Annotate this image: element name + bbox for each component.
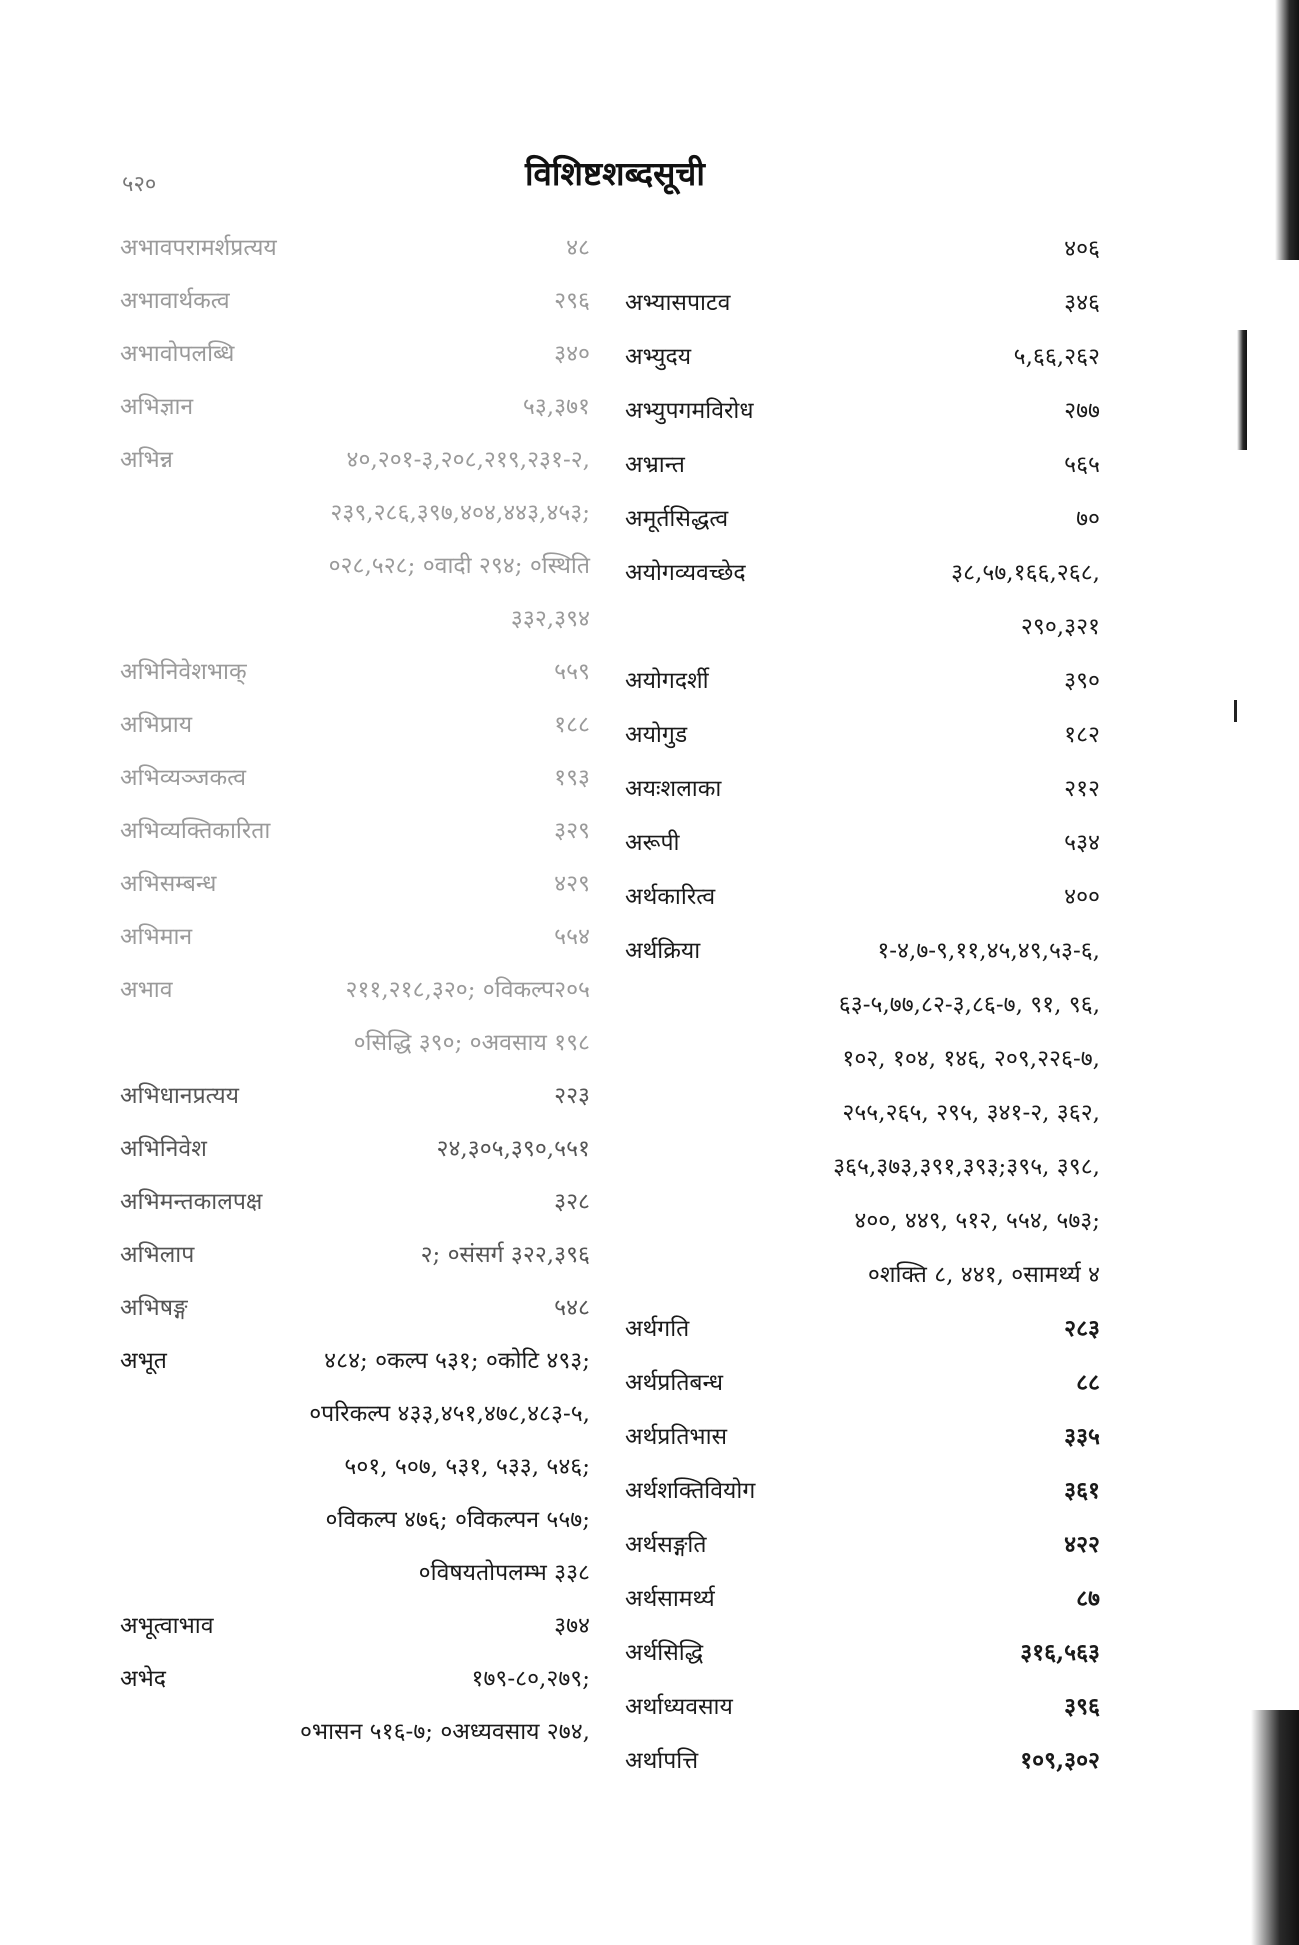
- index-line: [120, 1441, 590, 1494]
- index-term: अर्थकारित्व: [625, 884, 716, 910]
- index-line: [120, 1176, 590, 1229]
- index-line: [120, 487, 590, 540]
- page-refs: २८३: [1064, 1315, 1100, 1342]
- index-line: [120, 1494, 590, 1547]
- page-refs: २९६: [554, 288, 590, 314]
- page-refs: २११,२१८,३२०; ०विकल्प२०५: [345, 977, 590, 1003]
- index-line: [120, 1706, 590, 1759]
- index-line: [120, 1547, 590, 1600]
- index-line: [120, 381, 590, 434]
- index-term: अर्थसिद्धि: [625, 1640, 704, 1666]
- index-line: [625, 1626, 1100, 1680]
- index-term: अर्थापत्ति: [625, 1748, 699, 1774]
- index-term: अभिप्राय: [120, 712, 193, 738]
- index-line: [625, 1410, 1100, 1464]
- page-refs: ३२८: [554, 1189, 590, 1215]
- index-line: [120, 911, 590, 964]
- page-refs: ५,६६,२६२: [1013, 344, 1100, 370]
- index-term: अभावपरामर्शप्रत्यय: [120, 235, 277, 261]
- index-line: [625, 924, 1100, 978]
- index-line: [120, 1070, 590, 1123]
- page-refs: ३४०: [554, 341, 590, 367]
- index-line: [120, 1282, 590, 1335]
- page-refs: ५५४: [554, 924, 590, 950]
- index-line: [625, 708, 1100, 762]
- index-line: [120, 1123, 590, 1176]
- index-line: [625, 330, 1100, 384]
- page-refs: ८८: [1076, 1369, 1100, 1396]
- index-line: [120, 1229, 590, 1282]
- page-refs: २५५,२६५, २९५, ३४१-२, ३६२,: [842, 1100, 1100, 1126]
- index-line: [120, 646, 590, 699]
- scan-edge-middle: [1237, 330, 1247, 450]
- index-line: [625, 978, 1100, 1032]
- page-refs: ५४८: [554, 1295, 590, 1321]
- page-refs: २; ०संसर्ग ३२२,३९६: [420, 1242, 590, 1268]
- index-line: [120, 275, 590, 328]
- index-line: [120, 434, 590, 487]
- index-term: अयःशलाका: [625, 776, 722, 802]
- index-term: अयोगुड: [625, 722, 688, 748]
- index-line: [625, 222, 1100, 276]
- page-refs: १९३: [554, 765, 590, 791]
- page-refs: १-४,७-९,११,४५,४९,५३-६,: [877, 938, 1100, 964]
- page-refs: १८८: [554, 712, 590, 738]
- page-refs: ०भासन ५१६-७; ०अध्यवसाय २७४,: [299, 1719, 590, 1745]
- index-line: [625, 438, 1100, 492]
- page-refs: १०९,३०२: [1020, 1747, 1100, 1774]
- page-title: विशिष्टशब्दसूची: [525, 154, 705, 193]
- index-term: अर्थक्रिया: [625, 938, 701, 964]
- page-refs: ५३४: [1064, 830, 1100, 856]
- index-line: [625, 1302, 1100, 1356]
- index-line: [120, 593, 590, 646]
- index-term: अर्थसामर्थ्य: [625, 1586, 715, 1612]
- page-refs: ३६१: [1064, 1477, 1100, 1504]
- index-line: [120, 699, 590, 752]
- page-refs: ०विकल्प ४७६; ०विकल्पन ५५७;: [325, 1507, 590, 1533]
- index-term: अर्थप्रतिभास: [625, 1424, 728, 1450]
- index-term: अभिव्यञ्जकत्व: [120, 765, 247, 791]
- index-line: [625, 1194, 1100, 1248]
- page-refs: ३१६,५६३: [1020, 1639, 1100, 1666]
- index-line: [625, 1032, 1100, 1086]
- index-term: अभिनिवेश: [120, 1136, 207, 1162]
- index-line: [625, 276, 1100, 330]
- index-line: [120, 964, 590, 1017]
- index-line: [625, 1248, 1100, 1302]
- index-term: अभावार्थकत्व: [120, 288, 230, 314]
- index-line: [120, 328, 590, 381]
- index-term: अभिज्ञान: [120, 394, 194, 420]
- index-term: अभिषङ्ग: [120, 1295, 188, 1321]
- page-refs: ५३,३७१: [522, 394, 590, 420]
- index-line: [625, 492, 1100, 546]
- index-line: [625, 1140, 1100, 1194]
- page-number: ५२०: [122, 172, 157, 197]
- index-term: अर्थप्रतिबन्ध: [625, 1370, 724, 1396]
- page-refs: ०सिद्धि ३९०; ०अवसाय १९८: [353, 1030, 590, 1056]
- scan-edge-bottom: [1251, 1710, 1299, 1945]
- page-refs: २७७: [1064, 398, 1100, 424]
- index-term: अर्थगति: [625, 1316, 690, 1342]
- page-refs: ४२२: [1064, 1531, 1100, 1558]
- page-refs: ३४६: [1064, 290, 1100, 316]
- index-term: अभ्रान्त: [625, 452, 685, 478]
- page-refs: १०२, १०४, १४६, २०९,२२६-७,: [842, 1046, 1100, 1072]
- page-refs: ६३-५,७७,८२-३,८६-७, ९१, ९६,: [838, 992, 1100, 1018]
- index-term: अभूत: [120, 1348, 167, 1374]
- index-term: अभिसम्बन्ध: [120, 871, 217, 897]
- index-term: अभिन्न: [120, 447, 173, 473]
- page-refs: २३९,२८६,३९७,४०४,४४३,४५३;: [330, 500, 590, 526]
- index-line: [120, 805, 590, 858]
- index-line: [625, 1518, 1100, 1572]
- page-refs: २४,३०५,३९०,५५१: [436, 1136, 590, 1162]
- page-refs: ०परिकल्प ४३३,४५१,४७८,४८३-५,: [309, 1401, 590, 1427]
- page-refs: ०विषयतोपलम्भ ३३८: [418, 1560, 590, 1586]
- page-refs: ५५९: [554, 659, 590, 685]
- page-refs: ३६५,३७३,३९१,३९३;३९५, ३९८,: [833, 1154, 1100, 1180]
- index-term: अरूपी: [625, 830, 680, 856]
- index-line: [120, 222, 590, 275]
- left-column: [120, 222, 590, 1759]
- index-line: [120, 858, 590, 911]
- page-refs: ४००, ४४९, ५१२, ५५४, ५७३;: [854, 1208, 1100, 1234]
- index-line: [625, 1086, 1100, 1140]
- scan-edge-top: [1275, 0, 1299, 260]
- page-refs: २२३: [554, 1083, 590, 1109]
- index-line: [625, 1734, 1100, 1788]
- page-refs: २९०,३२१: [1020, 614, 1100, 640]
- index-line: [120, 1388, 590, 1441]
- index-line: [625, 384, 1100, 438]
- index-term: अभिमन्तकालपक्ष: [120, 1189, 263, 1215]
- page-refs: ४०,२०१-३,२०८,२१९,२३१-२,: [346, 447, 590, 473]
- index-line: [120, 1600, 590, 1653]
- page-refs: ५६५: [1064, 452, 1100, 478]
- index-line: [625, 870, 1100, 924]
- page-refs: ४८: [566, 235, 590, 261]
- index-term: अभावोपलब्धि: [120, 341, 235, 367]
- index-term: अर्थाध्यवसाय: [625, 1694, 733, 1720]
- page-refs: ०२८,५२८; ०वादी २९४; ०स्थिति: [328, 553, 590, 579]
- page-refs: ३२९: [554, 818, 590, 844]
- page-refs: ३८,५७,१६६,२६८,: [951, 560, 1100, 586]
- index-line: [625, 1680, 1100, 1734]
- page-refs: ३३५: [1064, 1423, 1100, 1450]
- index-term: अभ्यासपाटव: [625, 290, 731, 316]
- page-refs: ०शक्ति ८, ४४१, ०सामर्थ्य ४: [867, 1262, 1100, 1288]
- index-line: [625, 762, 1100, 816]
- index-term: अयोगव्यवच्छेद: [625, 560, 746, 586]
- index-term: अमूर्तसिद्धत्व: [625, 506, 729, 532]
- page-refs: ४००: [1064, 884, 1100, 910]
- scan-dot: [1234, 700, 1237, 722]
- index-term: अभाव: [120, 977, 173, 1003]
- page-refs: १७९-८०,२७९;: [471, 1666, 590, 1692]
- page-refs: ३७४: [554, 1613, 590, 1639]
- index-term: अभूत्वाभाव: [120, 1613, 214, 1639]
- index-line: [625, 654, 1100, 708]
- index-line: [625, 1572, 1100, 1626]
- index-term: अभ्युपगमविरोध: [625, 398, 754, 424]
- index-term: अभेद: [120, 1666, 166, 1692]
- page-refs: ४८४; ०कल्प ५३१; ०कोटि ४९३;: [324, 1348, 590, 1374]
- index-term: अर्थसङ्गति: [625, 1532, 707, 1558]
- index-line: [625, 600, 1100, 654]
- index-term: अभिधानप्रत्यय: [120, 1083, 240, 1109]
- index-term: अर्थशक्तिवियोग: [625, 1478, 756, 1504]
- page-refs: ३९६: [1064, 1693, 1100, 1720]
- index-line: [120, 540, 590, 593]
- index-line: [625, 1464, 1100, 1518]
- page-refs: १८२: [1064, 722, 1100, 748]
- page-refs: ३९०: [1064, 668, 1100, 694]
- index-line: [625, 546, 1100, 600]
- page-refs: ८७: [1076, 1585, 1100, 1612]
- right-column: [625, 222, 1100, 1788]
- index-line: [120, 752, 590, 805]
- index-line: [625, 1356, 1100, 1410]
- index-term: अभिनिवेशभाक्: [120, 659, 247, 685]
- index-line: [120, 1017, 590, 1070]
- index-line: [625, 816, 1100, 870]
- index-term: अयोगदर्शी: [625, 668, 709, 694]
- page-refs: ३३२,३९४: [510, 606, 590, 632]
- page-refs: ७०: [1076, 506, 1100, 532]
- index-term: अभिलाप: [120, 1242, 195, 1268]
- index-term: अभिमान: [120, 924, 193, 950]
- index-line: [120, 1335, 590, 1388]
- page-refs: २१२: [1064, 776, 1100, 802]
- index-term: अभ्युदय: [625, 344, 692, 370]
- page-refs: ४०६: [1064, 236, 1100, 262]
- index-line: [120, 1653, 590, 1706]
- index-term: अभिव्यक्तिकारिता: [120, 818, 271, 844]
- page-refs: ५०१, ५०७, ५३१, ५३३, ५४६;: [344, 1454, 590, 1480]
- page-refs: ४२९: [554, 871, 590, 897]
